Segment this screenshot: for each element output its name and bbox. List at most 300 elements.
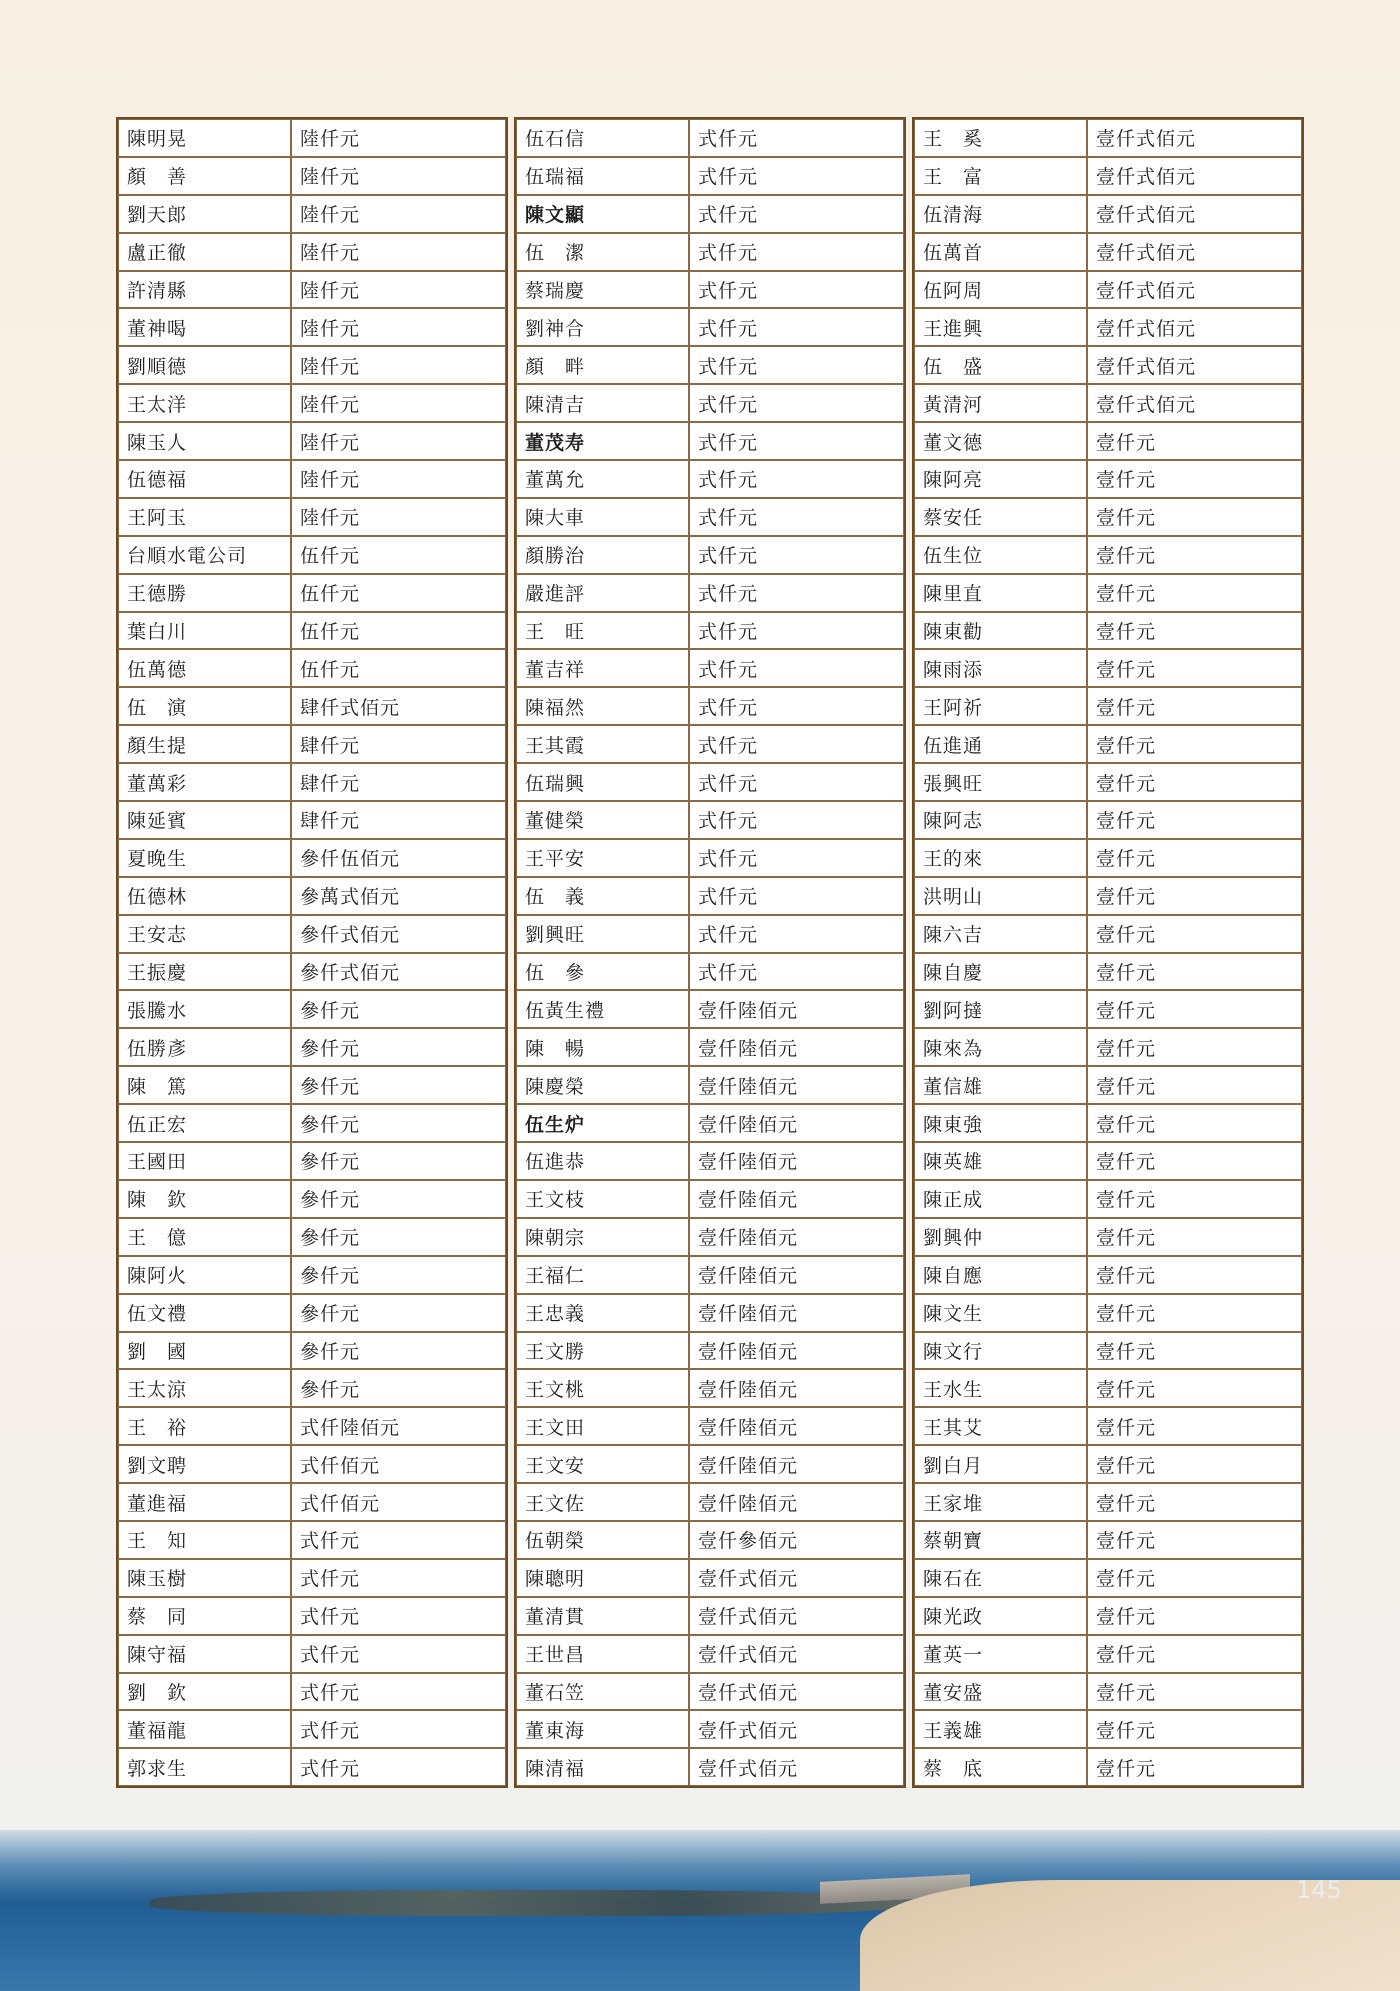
donation-amount: 壹仟元 <box>1087 1635 1302 1673</box>
table-row <box>118 1635 506 1673</box>
donation-amount: 陸仟元 <box>291 233 506 271</box>
donation-amount: 壹仟式佰元 <box>1087 271 1302 309</box>
donor-name: 伍 義 <box>516 877 689 915</box>
donor-name: 劉興仲 <box>914 1218 1087 1256</box>
table-row <box>118 915 506 953</box>
table-row <box>914 460 1302 498</box>
table-row <box>118 839 506 877</box>
donor-name: 台順水電公司 <box>118 536 291 574</box>
donor-name: 劉 國 <box>118 1332 291 1370</box>
donation-amount: 壹仟元 <box>1087 1218 1302 1256</box>
table-row <box>914 195 1302 233</box>
donation-amount: 式仟元 <box>689 953 904 991</box>
donor-name: 陳阿火 <box>118 1256 291 1294</box>
donation-amount: 式仟元 <box>689 422 904 460</box>
donor-name: 張興旺 <box>914 763 1087 801</box>
table-row <box>516 498 904 536</box>
donor-name: 王德勝 <box>118 574 291 612</box>
donation-amount: 壹仟式佰元 <box>1087 233 1302 271</box>
donation-amount: 壹仟元 <box>1087 1748 1302 1786</box>
donor-name: 陳光政 <box>914 1597 1087 1635</box>
table-row <box>914 422 1302 460</box>
table-row <box>516 119 904 157</box>
table-row <box>516 1218 904 1256</box>
table-row <box>118 953 506 991</box>
table-row <box>914 574 1302 612</box>
donor-name: 王的來 <box>914 839 1087 877</box>
table-row <box>516 308 904 346</box>
donation-amount: 陸仟元 <box>291 308 506 346</box>
table-row <box>516 1559 904 1597</box>
table-row <box>516 990 904 1028</box>
table-row <box>118 1180 506 1218</box>
table-row <box>516 233 904 271</box>
donor-name: 董茂寿 <box>516 422 689 460</box>
donation-amount: 式仟元 <box>291 1635 506 1673</box>
table-row <box>118 687 506 725</box>
donation-amount: 壹仟元 <box>1087 1066 1302 1104</box>
donation-amount: 式仟元 <box>689 801 904 839</box>
table-row <box>516 1483 904 1521</box>
donation-amount: 壹仟元 <box>1087 1256 1302 1294</box>
table-row <box>516 1332 904 1370</box>
table-row <box>914 384 1302 422</box>
donor-name: 陳玉人 <box>118 422 291 460</box>
donor-name: 董文德 <box>914 422 1087 460</box>
donor-name: 王文桃 <box>516 1369 689 1407</box>
donor-name: 董萬允 <box>516 460 689 498</box>
donation-amount: 陸仟元 <box>291 157 506 195</box>
donor-name: 劉興旺 <box>516 915 689 953</box>
table-row <box>516 1294 904 1332</box>
donation-amount: 壹仟元 <box>1087 990 1302 1028</box>
table-row <box>118 1369 506 1407</box>
donor-name: 陳 暢 <box>516 1028 689 1066</box>
table-row <box>914 1748 1302 1786</box>
donor-name: 陳六吉 <box>914 915 1087 953</box>
table-row <box>516 157 904 195</box>
donor-name: 董安盛 <box>914 1673 1087 1711</box>
table-row <box>118 195 506 233</box>
donor-name: 伍 盛 <box>914 346 1087 384</box>
donation-amount: 參仟元 <box>291 1294 506 1332</box>
table-row <box>516 1028 904 1066</box>
table-row <box>914 1369 1302 1407</box>
donation-amount: 參仟元 <box>291 1180 506 1218</box>
donor-name: 蔡 同 <box>118 1597 291 1635</box>
donation-amount: 式仟元 <box>291 1748 506 1786</box>
table-row <box>914 1104 1302 1142</box>
donation-amount: 式仟元 <box>689 649 904 687</box>
donation-amount: 式仟元 <box>689 119 904 157</box>
donation-amount: 式仟元 <box>689 384 904 422</box>
donor-name: 顏勝治 <box>516 536 689 574</box>
donor-list <box>116 117 1304 1788</box>
donation-amount: 肆仟元 <box>291 725 506 763</box>
table-row <box>914 839 1302 877</box>
donor-name: 蔡瑞慶 <box>516 271 689 309</box>
donation-amount: 肆仟式佰元 <box>291 687 506 725</box>
table-row <box>914 1332 1302 1370</box>
donation-amount: 壹仟元 <box>1087 1710 1302 1748</box>
donor-name: 陳阿亮 <box>914 460 1087 498</box>
donor-name: 陳里直 <box>914 574 1087 612</box>
table-row <box>516 612 904 650</box>
donor-name: 黃清河 <box>914 384 1087 422</box>
donation-amount: 壹仟式佰元 <box>1087 308 1302 346</box>
donation-amount: 壹仟式佰元 <box>1087 384 1302 422</box>
donation-amount: 式仟元 <box>689 839 904 877</box>
donor-name: 伍生炉 <box>516 1104 689 1142</box>
table-row <box>516 1066 904 1104</box>
donor-name: 王文佐 <box>516 1483 689 1521</box>
table-row <box>118 763 506 801</box>
donor-name: 伍清海 <box>914 195 1087 233</box>
table-row <box>516 1635 904 1673</box>
donation-amount: 壹仟陸佰元 <box>689 1180 904 1218</box>
table-row <box>516 1521 904 1559</box>
donor-name: 陳阿志 <box>914 801 1087 839</box>
donor-name: 董東海 <box>516 1710 689 1748</box>
donation-amount: 壹仟式佰元 <box>689 1597 904 1635</box>
donation-amount: 式仟元 <box>689 346 904 384</box>
donation-amount: 式仟元 <box>291 1559 506 1597</box>
table-row <box>118 1521 506 1559</box>
donation-amount: 壹仟元 <box>1087 422 1302 460</box>
donor-name: 陳英雄 <box>914 1142 1087 1180</box>
table-row <box>516 839 904 877</box>
table-row <box>516 877 904 915</box>
donation-amount: 壹仟元 <box>1087 649 1302 687</box>
donation-amount: 陸仟元 <box>291 498 506 536</box>
table-row <box>118 801 506 839</box>
donor-name: 伍石信 <box>516 119 689 157</box>
donor-name: 王 旺 <box>516 612 689 650</box>
donor-name: 伍勝彥 <box>118 1028 291 1066</box>
donor-name: 陳清吉 <box>516 384 689 422</box>
donor-name: 王 奚 <box>914 119 1087 157</box>
donation-amount: 壹仟陸佰元 <box>689 1066 904 1104</box>
donation-amount: 壹仟元 <box>1087 1673 1302 1711</box>
donor-name: 陳東勸 <box>914 612 1087 650</box>
donation-amount: 壹仟元 <box>1087 1521 1302 1559</box>
table-row <box>914 877 1302 915</box>
donor-name: 董英一 <box>914 1635 1087 1673</box>
donor-name: 洪明山 <box>914 877 1087 915</box>
table-row <box>118 612 506 650</box>
table-row <box>118 119 506 157</box>
donation-amount: 陸仟元 <box>291 422 506 460</box>
donation-amount: 式仟元 <box>689 195 904 233</box>
donor-name: 王文安 <box>516 1445 689 1483</box>
donor-name: 陳朝宗 <box>516 1218 689 1256</box>
donation-amount: 壹仟元 <box>1087 1104 1302 1142</box>
table-row <box>516 915 904 953</box>
donation-amount: 式仟元 <box>291 1521 506 1559</box>
donor-name: 王福仁 <box>516 1256 689 1294</box>
donation-amount: 式仟佰元 <box>291 1445 506 1483</box>
donor-name: 王文枝 <box>516 1180 689 1218</box>
donor-name: 陳聰明 <box>516 1559 689 1597</box>
donation-amount: 壹仟式佰元 <box>689 1635 904 1673</box>
table-row <box>516 687 904 725</box>
donor-name: 王太洋 <box>118 384 291 422</box>
donor-name: 蔡 底 <box>914 1748 1087 1786</box>
donation-amount: 式仟元 <box>291 1673 506 1711</box>
donation-amount: 壹仟式佰元 <box>1087 157 1302 195</box>
donor-name: 王 億 <box>118 1218 291 1256</box>
donor-name: 劉文聘 <box>118 1445 291 1483</box>
donor-table-1 <box>116 117 508 1788</box>
donation-amount: 式仟元 <box>689 687 904 725</box>
donor-name: 伍正宏 <box>118 1104 291 1142</box>
donor-name: 盧正徹 <box>118 233 291 271</box>
table-row <box>516 763 904 801</box>
donation-amount: 壹仟式佰元 <box>689 1673 904 1711</box>
table-row <box>516 1673 904 1711</box>
donor-name: 伍德林 <box>118 877 291 915</box>
donor-name: 王平安 <box>516 839 689 877</box>
donor-name: 陳東強 <box>914 1104 1087 1142</box>
donation-amount: 壹仟元 <box>1087 574 1302 612</box>
table-row <box>118 422 506 460</box>
donation-amount: 壹仟式佰元 <box>1087 119 1302 157</box>
donation-amount: 參仟元 <box>291 1028 506 1066</box>
donor-name: 陳文顯 <box>516 195 689 233</box>
page-number: 145 <box>1296 1876 1342 1904</box>
table-row <box>914 536 1302 574</box>
donation-amount: 式仟佰元 <box>291 1483 506 1521</box>
table-row <box>516 725 904 763</box>
donation-amount: 參仟元 <box>291 990 506 1028</box>
donor-name: 蔡朝寶 <box>914 1521 1087 1559</box>
table-row <box>914 649 1302 687</box>
donor-name: 伍德福 <box>118 460 291 498</box>
donor-name: 伍 參 <box>516 953 689 991</box>
donation-amount: 壹仟元 <box>1087 1597 1302 1635</box>
donor-name: 劉白月 <box>914 1445 1087 1483</box>
donation-amount: 參仟元 <box>291 1218 506 1256</box>
donation-amount: 參仟元 <box>291 1332 506 1370</box>
donor-name: 伍 演 <box>118 687 291 725</box>
donation-amount: 式仟元 <box>689 877 904 915</box>
table-row <box>118 536 506 574</box>
donor-name: 董清貫 <box>516 1597 689 1635</box>
donor-name: 陳玉樹 <box>118 1559 291 1597</box>
donor-name: 董神喝 <box>118 308 291 346</box>
table-row <box>914 725 1302 763</box>
table-row <box>118 1332 506 1370</box>
donor-name: 葉白川 <box>118 612 291 650</box>
donor-name: 伍黃生禮 <box>516 990 689 1028</box>
table-row <box>516 574 904 612</box>
donation-amount: 陸仟元 <box>291 384 506 422</box>
donor-name: 王義雄 <box>914 1710 1087 1748</box>
donor-name: 王國田 <box>118 1142 291 1180</box>
donation-amount: 參仟伍佰元 <box>291 839 506 877</box>
table-row <box>914 915 1302 953</box>
table-row <box>516 384 904 422</box>
table-row <box>914 1294 1302 1332</box>
table-row <box>914 953 1302 991</box>
donation-amount: 壹仟參佰元 <box>689 1521 904 1559</box>
table-row <box>118 384 506 422</box>
table-row <box>118 1483 506 1521</box>
table-row <box>914 1066 1302 1104</box>
donor-name: 王阿玉 <box>118 498 291 536</box>
donation-amount: 壹仟元 <box>1087 763 1302 801</box>
donation-amount: 壹仟陸佰元 <box>689 1369 904 1407</box>
donor-name: 王 富 <box>914 157 1087 195</box>
donor-name: 伍萬首 <box>914 233 1087 271</box>
donor-name: 董健榮 <box>516 801 689 839</box>
donation-amount: 壹仟陸佰元 <box>689 1332 904 1370</box>
table-row <box>516 649 904 687</box>
donation-amount: 式仟元 <box>291 1597 506 1635</box>
table-row <box>118 1559 506 1597</box>
donor-name: 董進福 <box>118 1483 291 1521</box>
donation-amount: 陸仟元 <box>291 119 506 157</box>
table-row <box>118 1445 506 1483</box>
donation-amount: 壹仟元 <box>1087 1294 1302 1332</box>
donation-amount: 壹仟元 <box>1087 612 1302 650</box>
donor-name: 王其艾 <box>914 1407 1087 1445</box>
table-row <box>516 460 904 498</box>
donation-amount: 式仟元 <box>689 460 904 498</box>
donor-name: 陳清福 <box>516 1748 689 1786</box>
donation-amount: 肆仟元 <box>291 763 506 801</box>
donor-table-3 <box>912 117 1304 1788</box>
table-row <box>118 1673 506 1711</box>
donation-amount: 參仟元 <box>291 1256 506 1294</box>
table-row <box>516 1256 904 1294</box>
donor-name: 張騰水 <box>118 990 291 1028</box>
donor-name: 陳慶榮 <box>516 1066 689 1104</box>
donor-name: 陳大車 <box>516 498 689 536</box>
donation-amount: 式仟元 <box>689 612 904 650</box>
table-row <box>118 1218 506 1256</box>
donation-amount: 壹仟式佰元 <box>1087 346 1302 384</box>
donor-name: 嚴進評 <box>516 574 689 612</box>
donor-name: 王 知 <box>118 1521 291 1559</box>
donation-amount: 壹仟式佰元 <box>689 1559 904 1597</box>
donation-amount: 參仟元 <box>291 1066 506 1104</box>
donation-amount: 壹仟元 <box>1087 536 1302 574</box>
donation-amount: 壹仟陸佰元 <box>689 1104 904 1142</box>
table-row <box>516 1710 904 1748</box>
table-row <box>914 271 1302 309</box>
donation-amount: 壹仟式佰元 <box>689 1748 904 1786</box>
donor-name: 蔡安任 <box>914 498 1087 536</box>
table-row <box>118 649 506 687</box>
donation-amount: 壹仟陸佰元 <box>689 1028 904 1066</box>
table-row <box>516 1445 904 1483</box>
table-row <box>914 498 1302 536</box>
donor-name: 顏 善 <box>118 157 291 195</box>
donor-name: 伍生位 <box>914 536 1087 574</box>
table-row <box>516 1407 904 1445</box>
donation-amount: 伍仟元 <box>291 536 506 574</box>
donor-name: 劉順德 <box>118 346 291 384</box>
donor-name: 王阿祈 <box>914 687 1087 725</box>
donation-amount: 式仟元 <box>689 498 904 536</box>
donation-amount: 參仟式佰元 <box>291 915 506 953</box>
donor-name: 董福龍 <box>118 1710 291 1748</box>
donation-amount: 參仟式佰元 <box>291 953 506 991</box>
donation-amount: 參仟元 <box>291 1142 506 1180</box>
table-row <box>118 1142 506 1180</box>
donor-name: 許清縣 <box>118 271 291 309</box>
table-row <box>914 1710 1302 1748</box>
table-row <box>118 1066 506 1104</box>
donation-amount: 伍仟元 <box>291 649 506 687</box>
donation-amount: 式仟元 <box>689 157 904 195</box>
donor-name: 董吉祥 <box>516 649 689 687</box>
table-row <box>914 990 1302 1028</box>
donor-name: 顏生提 <box>118 725 291 763</box>
donor-name: 陳延賓 <box>118 801 291 839</box>
donor-name: 陳正成 <box>914 1180 1087 1218</box>
donor-name: 陳守福 <box>118 1635 291 1673</box>
table-row <box>118 990 506 1028</box>
donor-name: 陳來為 <box>914 1028 1087 1066</box>
donation-amount: 伍仟元 <box>291 612 506 650</box>
donation-amount: 壹仟元 <box>1087 915 1302 953</box>
donation-amount: 壹仟元 <box>1087 1332 1302 1370</box>
donation-amount: 壹仟式佰元 <box>1087 195 1302 233</box>
donor-name: 伍瑞福 <box>516 157 689 195</box>
table-row <box>516 536 904 574</box>
donation-amount: 參仟元 <box>291 1369 506 1407</box>
donation-amount: 式仟元 <box>291 1710 506 1748</box>
donor-name: 夏晚生 <box>118 839 291 877</box>
table-row <box>118 725 506 763</box>
donation-amount: 壹仟陸佰元 <box>689 1256 904 1294</box>
donation-amount: 壹仟元 <box>1087 687 1302 725</box>
donation-amount: 壹仟元 <box>1087 839 1302 877</box>
donation-amount: 壹仟陸佰元 <box>689 1218 904 1256</box>
donation-amount: 參萬式佰元 <box>291 877 506 915</box>
table-row <box>516 346 904 384</box>
table-row <box>118 1028 506 1066</box>
table-row <box>914 1407 1302 1445</box>
donor-name: 陳 欽 <box>118 1180 291 1218</box>
table-row <box>118 877 506 915</box>
donation-amount: 壹仟元 <box>1087 1559 1302 1597</box>
shore-rocks <box>150 1890 910 1916</box>
table-row <box>914 346 1302 384</box>
donation-amount: 壹仟元 <box>1087 1142 1302 1180</box>
donor-name: 劉 欽 <box>118 1673 291 1711</box>
table-row <box>118 308 506 346</box>
table-row <box>914 1521 1302 1559</box>
table-row <box>914 157 1302 195</box>
donor-name: 陳雨添 <box>914 649 1087 687</box>
donor-name: 伍萬德 <box>118 649 291 687</box>
donor-name: 王 裕 <box>118 1407 291 1445</box>
table-row <box>914 1218 1302 1256</box>
donor-name: 伍瑞興 <box>516 763 689 801</box>
donor-name: 顏 畔 <box>516 346 689 384</box>
table-row <box>516 801 904 839</box>
donation-amount: 式仟元 <box>689 271 904 309</box>
donation-amount: 式仟陸佰元 <box>291 1407 506 1445</box>
table-row <box>914 801 1302 839</box>
donor-name: 王太涼 <box>118 1369 291 1407</box>
table-row <box>118 1407 506 1445</box>
table-row <box>118 1710 506 1748</box>
donation-amount: 壹仟元 <box>1087 1445 1302 1483</box>
